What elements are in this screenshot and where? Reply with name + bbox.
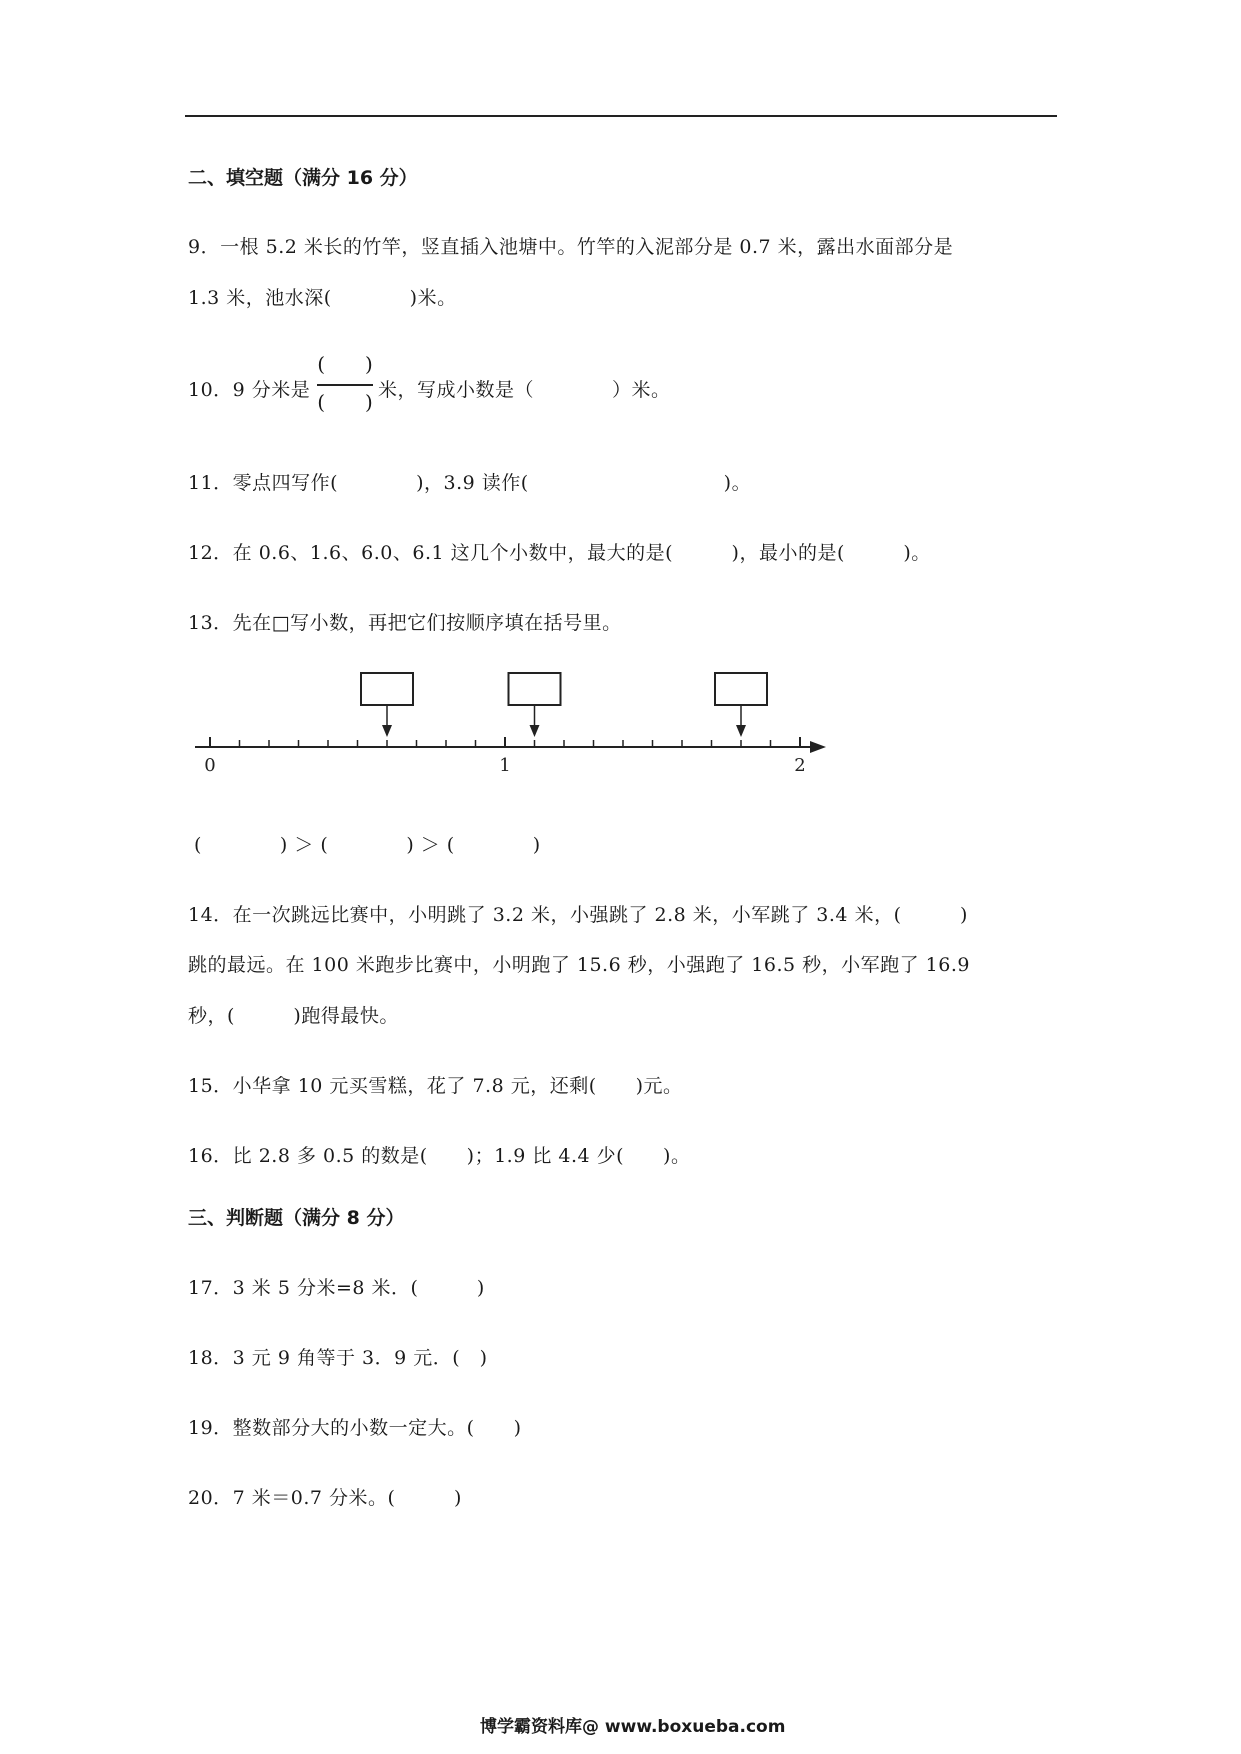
question-15: 15．小华拿 10 元买雪糕，花了 7.8 元，还剩( )元。 (188, 1075, 683, 1097)
question-17: 17．3 米 5 分米=8 米．( ) (188, 1277, 485, 1299)
fraction-blank (315, 352, 375, 414)
fraction-denominator: ( ) (317, 390, 373, 414)
question-10-prefix: 10．9 分米是 (188, 379, 311, 401)
number-line-label: 2 (794, 755, 806, 776)
section-2-title: 二、填空题（满分 16 分） (188, 167, 418, 189)
answer-box[interactable] (509, 673, 561, 705)
number-line-arrowhead (810, 741, 826, 753)
question-18: 18．3 元 9 角等于 3．9 元．( ) (188, 1347, 488, 1369)
question-12: 12．在 0.6、1.6、6.0、6.1 这几个小数中，最大的是( )，最小的是( )。 (188, 542, 931, 564)
pointer-arrowhead (382, 725, 392, 737)
question-13-order: ( ) ＞ ( ) ＞ ( ) (194, 834, 541, 856)
question-9-line-2: 1.3 米，池水深( )米。 (188, 287, 457, 309)
question-10-suffix: 米，写成小数是（ ）米。 (378, 379, 671, 401)
pointer-arrowhead (530, 725, 540, 737)
number-line-figure (190, 665, 840, 785)
answer-box[interactable] (715, 673, 767, 705)
question-19: 19．整数部分大的小数一定大。( ) (188, 1417, 522, 1439)
question-14-line-1: 14．在一次跳远比赛中，小明跳了 3.2 米，小强跳了 2.8 米，小军跳了 3.4 米，( ) (188, 904, 968, 926)
question-14-line-3: 秒，( )跑得最快。 (188, 1005, 399, 1027)
header-rule (185, 115, 1057, 117)
footer-watermark: 博学霸资料库@ www.boxueba.com (480, 1717, 786, 1737)
question-20: 20．7 米＝0.7 分米。( ) (188, 1487, 462, 1509)
pointer-arrowhead (736, 725, 746, 737)
number-line-label: 1 (499, 755, 511, 776)
question-9-line-1: 9．一根 5.2 米长的竹竿，竖直插入池塘中。竹竿的入泥部分是 0.7 米，露出水面部分是 (188, 236, 954, 258)
fraction-numerator: ( ) (317, 352, 373, 376)
question-16: 16．比 2.8 多 0.5 的数是( )；1.9 比 4.4 少( )。 (188, 1145, 691, 1167)
section-3-title: 三、判断题（满分 8 分） (188, 1207, 405, 1229)
question-13: 13．先在□写小数，再把它们按顺序填在括号里。 (188, 612, 622, 634)
question-14-line-2: 跳的最远。在 100 米跑步比赛中，小明跑了 15.6 秒，小强跑了 16.5 秒，小军跑了 16.9 (188, 954, 970, 976)
answer-box[interactable] (361, 673, 413, 705)
number-line-label: 0 (204, 755, 216, 776)
question-11: 11．零点四写作( )，3.9 读作( )。 (188, 472, 752, 494)
